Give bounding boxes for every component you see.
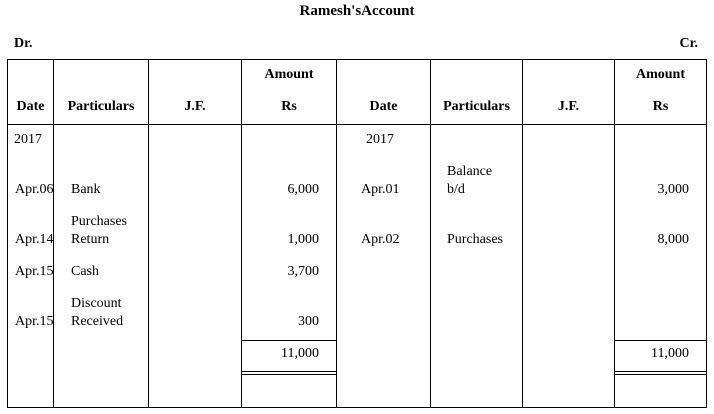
- debit-amount: 3,700: [287, 264, 319, 279]
- debit-total: 11,000: [281, 346, 319, 361]
- debit-particulars: Return: [71, 232, 110, 247]
- debit-date: Apr.15: [15, 264, 54, 279]
- credit-date: Apr.02: [361, 232, 400, 247]
- header-amount-debit: Amount: [264, 67, 314, 82]
- credit-amount: 3,000: [657, 182, 689, 197]
- debit-date: Apr.14: [15, 232, 54, 247]
- credit-date: Apr.01: [361, 182, 400, 197]
- credit-label: Cr.: [679, 36, 698, 51]
- credit-total: 11,000: [651, 346, 689, 361]
- debit-year: 2017: [14, 132, 42, 147]
- header-date-credit: Date: [369, 99, 398, 114]
- debit-amount: 6,000: [287, 182, 319, 197]
- header-rs-credit: Rs: [652, 99, 669, 114]
- debit-date: Apr.15: [15, 314, 54, 329]
- credit-particulars-line1: Balance: [447, 164, 493, 179]
- credit-particulars: b/d: [447, 182, 465, 197]
- debit-particulars: Bank: [71, 182, 101, 197]
- debit-amount: 300: [298, 314, 319, 329]
- header-amount-credit: Amount: [635, 67, 685, 82]
- header-jf-credit: J.F.: [557, 99, 580, 114]
- debit-date: Apr.06: [15, 182, 54, 197]
- debit-label: Dr.: [14, 36, 33, 51]
- header-particulars-debit: Particulars: [67, 99, 135, 114]
- header-jf-debit: J.F.: [184, 99, 206, 114]
- header-rs-debit: Rs: [281, 99, 297, 114]
- credit-year: 2017: [366, 132, 394, 147]
- debit-particulars-line1: Discount: [71, 296, 122, 311]
- credit-amount: 8,000: [657, 232, 689, 247]
- header-particulars-credit: Particulars: [443, 99, 510, 114]
- debit-particulars-line1: Purchases: [71, 214, 127, 229]
- credit-particulars: Purchases: [447, 232, 503, 247]
- debit-particulars: Received: [71, 314, 124, 329]
- account-title: Ramesh'sAccount: [299, 3, 415, 19]
- header-date-debit: Date: [16, 99, 45, 114]
- debit-particulars: Cash: [71, 264, 99, 279]
- debit-amount: 1,000: [287, 232, 319, 247]
